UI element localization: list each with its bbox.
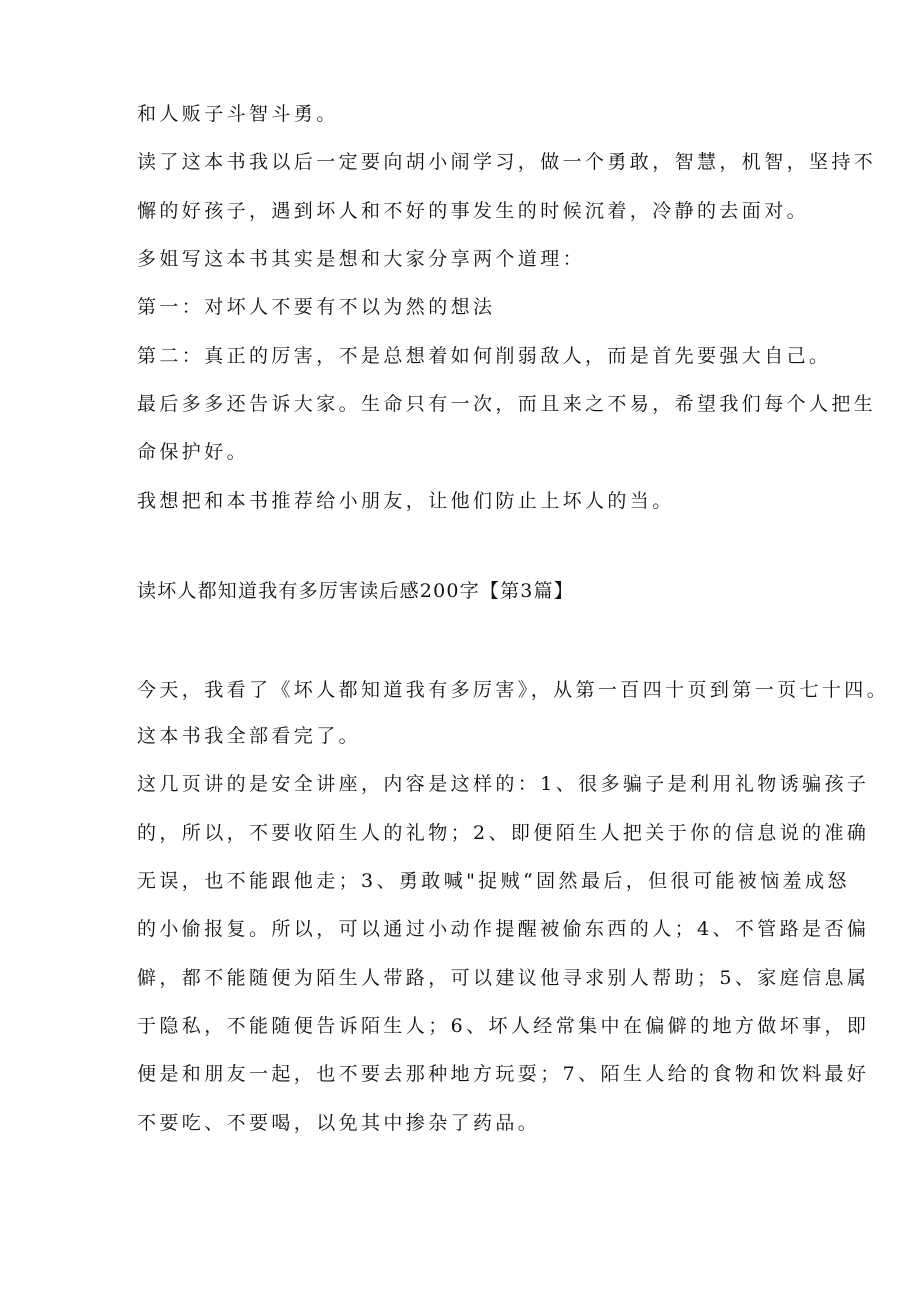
paragraph-line: 命保护好。: [137, 441, 250, 463]
paragraph-line: 今天，我看了《坏人都知道我有多厉害》，从第一百四十页到第一页七十四。: [137, 679, 890, 701]
paragraph-line: 读了这本书我以后一定要向胡小闹学习，做一个勇敢，智慧，机智，坚持不: [137, 151, 877, 173]
paragraph-line: 这几页讲的是安全讲座，内容是这样的：1、很多骗子是利用礼物诱骗孩子: [137, 773, 870, 795]
paragraph-line: 无误，也不能跟他走；3、勇敢喊"捉贼“固然最后，但很可能被恼羞成怒: [137, 870, 850, 892]
paragraph-line: 不要吃、不要喝，以免其中掺杂了药品。: [137, 1112, 541, 1134]
paragraph-line: 第一：对坏人不要有不以为然的想法: [137, 296, 496, 318]
paragraph-line: 的小偷报复。所以，可以通过小动作提醒被偷东西的人；4、不管路是否偏: [137, 918, 870, 940]
paragraph-line: 僻，都不能随便为陌生人带路，可以建议他寻求别人帮助；5、家庭信息属: [137, 967, 870, 989]
paragraph-line: 懈的好孩子，遇到坏人和不好的事发生的时候沉着，冷静的去面对。: [137, 200, 810, 222]
paragraph-line: 便是和朋友一起，也不要去那种地方玩耍；7、陌生人给的食物和饮料最好: [137, 1063, 870, 1085]
paragraph-line: 于隐私，不能随便告诉陌生人；6、坏人经常集中在偏僻的地方做坏事，即: [137, 1015, 870, 1037]
section-heading: 读坏人都知道我有多厉害读后感200字【第3篇】: [137, 580, 574, 602]
paragraph-line: 和人贩子斗智斗勇。: [137, 103, 339, 125]
paragraph-line: 多姐写这本书其实是想和大家分享两个道理：: [137, 248, 586, 270]
paragraph-line: 我想把和本书推荐给小朋友，让他们防止上坏人的当。: [137, 490, 675, 512]
paragraph-line: 的，所以，不要收陌生人的礼物；2、即便陌生人把关于你的信息说的准确: [137, 822, 870, 844]
paragraph-line: 第二：真正的厉害，不是总想着如何削弱敌人，而是首先要强大自己。: [137, 345, 832, 367]
paragraph-line: 这本书我全部看完了。: [137, 725, 362, 747]
paragraph-line: 最后多多还告诉大家。生命只有一次，而且来之不易，希望我们每个人把生: [137, 393, 877, 415]
